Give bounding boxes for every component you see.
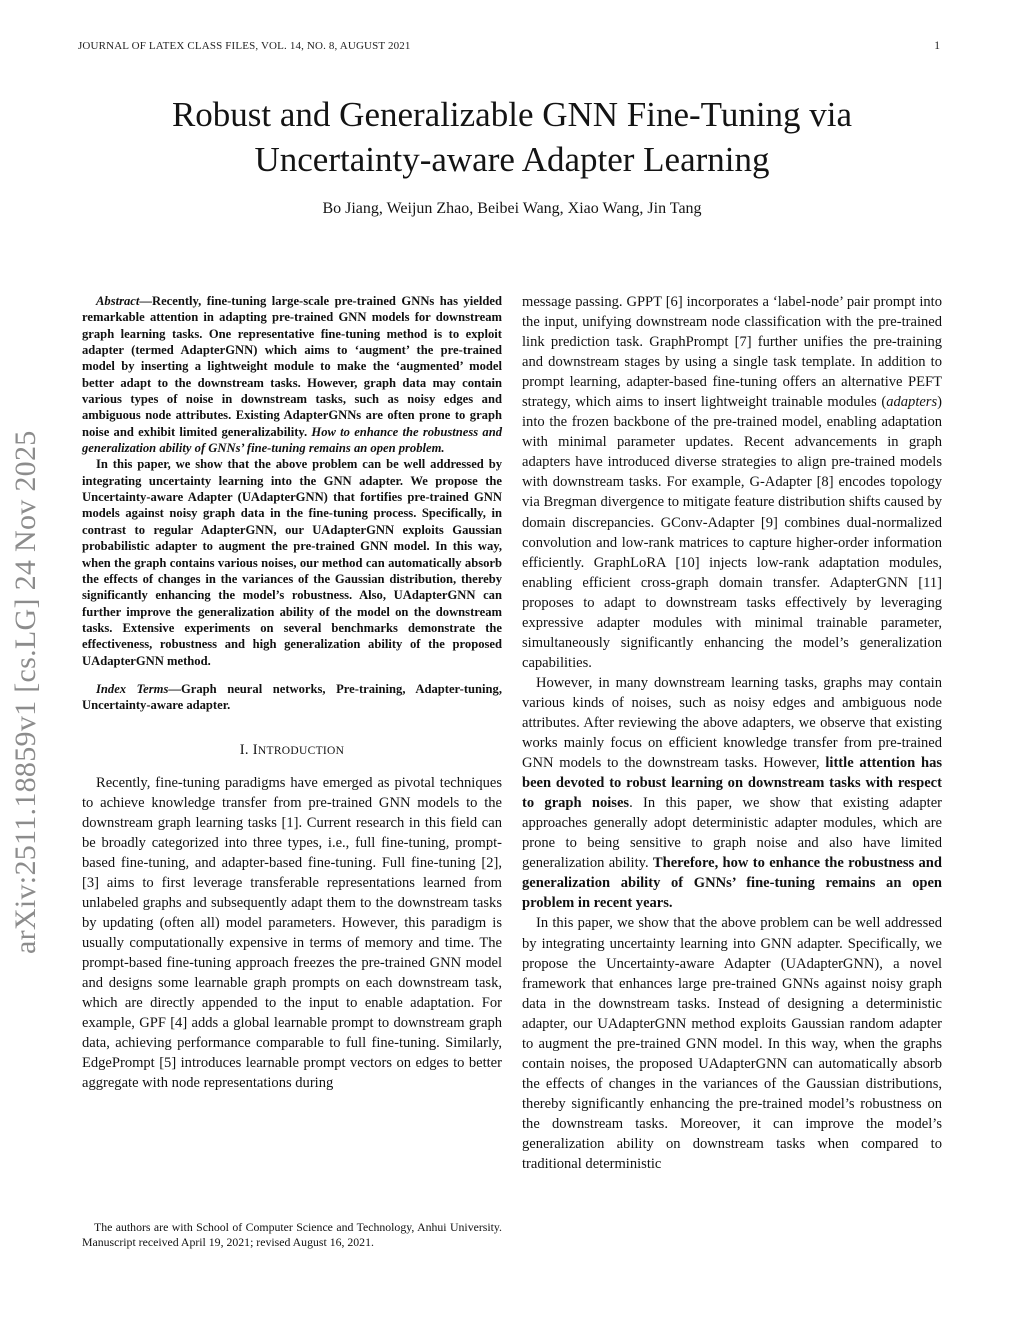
text-run: message passing. GPPT [6] incorporates a ‘label-node’ pair prompt into the input, unifying downstream node classification with the pre-trained link prediction task. GraphPrompt [7] further unifies the pre-training and downstream stages by using a single task template. In addition to prompt learning, adapter-based fine-tuning offers an alternative PEFT strategy, which aims to insert lightweight trainable modules (	[522, 294, 942, 411]
paper-title	[40, 92, 984, 182]
section-heading-introduction	[82, 740, 502, 761]
abstract-text-italic: How to enhance the robustness and generalization ability of GNNs’ fine-tuning remains an open problem.	[82, 424, 502, 456]
title-line-1: Robust and Generalizable GNN Fine-Tuning via	[171, 95, 853, 134]
intro-paragraph-1-continued	[522, 292, 942, 673]
section-title-initial: I	[252, 741, 258, 758]
title-line-2: Uncertainty-aware Adapter Learning	[254, 140, 770, 179]
arxiv-stamp: arXiv:2511.18859v1 [cs.LG] 24 Nov 2025	[9, 430, 42, 954]
index-terms-text: —Graph neural networks, Pre-training, Adapter-tuning, Uncertainty-aware adapter.	[82, 681, 502, 713]
intro-paragraph-2	[522, 673, 942, 914]
abstract	[82, 293, 502, 714]
abstract-text-1: —Recently, fine-tuning large-scale pre-trained GNNs has yielded remarkable attention in adapting pre-trained GNN models for downstream graph learning tasks. One representative fine-tuning method is to exploit adapter (termed AdapterGNN) which aims to ‘augment’ the pre-trained model by inserting a lightweight module to make the ‘augmented’ model better adapt to the downstream tasks. However, graph data may contain various types of noise in downstream tasks, such as noisy edges and ambiguous node attributes. Existing AdapterGNNs are often prone to graph noise and exhibit limited generalizability.	[82, 294, 502, 439]
text-run-italic: adapters	[886, 394, 938, 411]
section-number: I.	[239, 741, 249, 758]
abstract-paragraph-1	[82, 293, 502, 456]
text-run: However, in many downstream learning tasks, graphs may contain various kinds of noises, such as noisy edges and ambiguous node attributes. After reviewing the above adapters, we observe that existing works mainly focus on efficient knowledge transfer from pre-trained GNN models to the downstream tasks. However,	[522, 674, 942, 772]
intro-paragraph-3: In this paper, we show that the above problem can be well addressed by integrating uncertainty learning into GNN adapter. Specifically, we propose the Uncertainty-aware Adapter (UAdapterGNN), a novel framework that enhances large pre-trained GNNs against noisy graph data in the downstream tasks. Instead of designing a deterministic adapter, our UAdapterGNN method exploits Gaussian random adapter to augment the pre-trained GNN model. In this way, when the graphs contain noises, the proposed UAdapterGNN can automatically absorb the effects of changes in the variances of the Gaussian distributions, thereby significantly enhancing the pre-trained model’s robustness on the downstream tasks. Moreover, it can improve the model’s generalization ability on downstream tasks when compared to traditional deterministic	[522, 915, 942, 1173]
text-run: . In this paper, we show that existing adapter approaches generally adopt deterministic adapter modules, which are prone to being sensitive to graph noise and also have limited generalization ability.	[522, 795, 942, 872]
left-column	[82, 293, 502, 1093]
index-terms	[82, 681, 502, 714]
author-footnote: The authors are with School of Computer Science and Technology, Anhui University. Manuscript received April 19, 2021; revised August 16, 2021.	[82, 1220, 502, 1249]
right-column	[522, 292, 942, 1174]
page-number: 1	[934, 40, 940, 52]
abstract-paragraph-2: In this paper, we show that the above problem can be well addressed by integrating uncertainty learning into the GNN adapter. We propose the Uncertainty-aware Adapter (UAdapterGNN) that fortifies pre-trained GNN models against noisy graph data in the fine-tuning process. Specifically, in contrast to regular AdapterGNN, our UAdapterGNN exploits Gaussian probabilistic adapter to augment the pre-trained GNN model. In this way, when the graph contains various noises, our method can automatically absorb the effects of changes in the variances of the Gaussian distribution, thereby significantly enhancing the model’s robustness. Also, UAdapterGNN can further improve the generalization ability of the model on the downstream tasks. Extensive experiments on several benchmarks demonstrate the effectiveness, robustness and high generalization ability of the proposed UAdapterGNN method.	[82, 457, 502, 668]
intro-paragraph-1: Recently, fine-tuning paradigms have emerged as pivotal techniques to achieve knowledge transfer from pre-trained GNN models to the downstream graph learning tasks [1]. Current research in this field can be broadly categorized into three types, i.e., full fine-tuning, prompt-based fine-tuning, and adapter-based fine-tuning. Full fine-tuning [2], [3] aims to first leverage transferable representations learned from unlabeled graphs and subsequently adapt them to the downstream tasks by updating (often all) model parameters. However, this paradigm is usually computationally expensive in terms of memory and time. The prompt-based fine-tuning approach freezes the pre-trained GNN model and designs some learnable graph prompts on each downstream task, which are directly appended to the input to enable adaptation. For example, GPF [4] adds a global learnable prompt to downstream graph data, achieving performance comparable to full fine-tuning. Similarly, EdgePrompt [5] introduces learnable prompt vectors on edges to better aggregate with node representations during	[82, 774, 502, 1092]
text-run-bold: little attention has been devoted to robust learning on downstream tasks with respect to graph noises	[522, 755, 943, 812]
running-header: JOURNAL OF LATEX CLASS FILES, VOL. 14, NO. 8, AUGUST 2021	[78, 40, 411, 52]
author-list: Bo Jiang, Weijun Zhao, Beibei Wang, Xiao Wang, Jin Tang	[322, 200, 702, 217]
abstract-label: Abstract	[96, 294, 140, 308]
text-run: ) into the frozen backbone of the pre-trained model, enabling adaptation with minimal parameter updates. Recent advancements in graph adapters have introduced diverse strategies to align pre-trained models with downstream tasks. For example, G-Adapter [8] encodes topology via Bregman divergence to mitigate feature distribution shifts caused by domain discrepancies. GConv-Adapter [9] combines dual-normalized convolution and low-rank matrices to capture higher-order information efficiently. GraphLoRA [10] injects low-rank adaptation modules, enabling efficient cross-graph domain transfer. AdapterGNN [11] proposes to adapt to downstream tasks effectively by leveraging expressive adapter modules with minimal trainable parameter, simultaneously significantly enhancing the model’s generalization capabilities.	[522, 394, 942, 671]
index-terms-label: Index Terms	[96, 681, 169, 696]
section-title-rest: NTRODUCTION	[257, 744, 345, 757]
text-run-bold: Therefore, how to enhance the robustness and generalization ability of GNNs’ fine-tuning remains an open problem in recent years.	[522, 855, 942, 912]
